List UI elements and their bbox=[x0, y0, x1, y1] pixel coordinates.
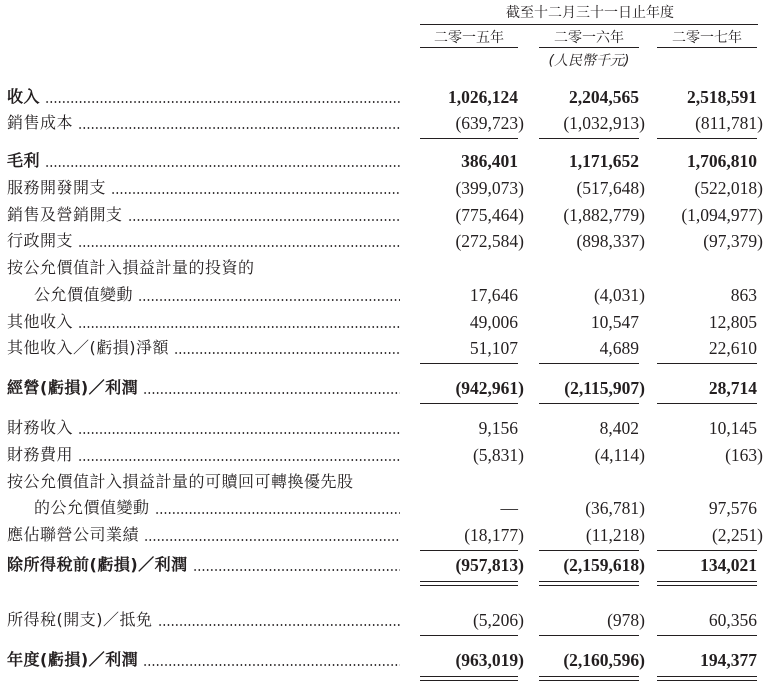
row-label: 經營(虧損)／利潤 bbox=[7, 378, 139, 397]
row-label: 公允價值變動 bbox=[34, 285, 134, 304]
table-row bbox=[0, 375, 765, 401]
year-2015: 二零一五年 bbox=[434, 30, 504, 46]
subtotal-rule bbox=[657, 635, 757, 636]
subtotal-rule bbox=[539, 363, 639, 364]
value-cell: 17,646 bbox=[469, 285, 518, 305]
subtotal-rule bbox=[539, 403, 639, 404]
row-label: 按公允價值計入損益計量的可贖回可轉換優先股 bbox=[7, 472, 354, 491]
dot-leader bbox=[193, 569, 400, 571]
total-double-rule bbox=[539, 676, 639, 681]
dot-leader bbox=[45, 101, 400, 103]
row-label: 其他收入 bbox=[7, 312, 74, 331]
total-double-rule bbox=[420, 676, 518, 681]
row-label: 銷售成本 bbox=[7, 113, 74, 132]
row-label: 毛利 bbox=[7, 151, 41, 170]
value-cell: (4,114) bbox=[594, 445, 645, 465]
subtotal-rule bbox=[420, 635, 518, 636]
total-double-rule bbox=[539, 581, 639, 586]
table-row bbox=[0, 202, 765, 228]
value-cell: 863 bbox=[730, 285, 757, 305]
value-cell: 49,006 bbox=[469, 312, 518, 332]
dot-leader bbox=[143, 664, 400, 666]
value-cell: 12,805 bbox=[708, 312, 757, 332]
table-row bbox=[0, 442, 765, 468]
value-cell: 8,402 bbox=[599, 418, 639, 438]
table-row bbox=[0, 522, 765, 548]
subtotal-rule bbox=[420, 363, 518, 364]
table-row bbox=[0, 495, 765, 521]
subtotal-rule bbox=[539, 138, 639, 139]
row-label: 的公允價值變動 bbox=[34, 498, 150, 517]
value-cell: 1,026,124 bbox=[448, 87, 518, 107]
table-row bbox=[0, 607, 765, 633]
table-row bbox=[0, 552, 765, 578]
value-cell: 2,518,591 bbox=[687, 87, 757, 107]
value-cell: (163) bbox=[725, 445, 763, 465]
value-cell: — bbox=[500, 498, 518, 518]
value-cell: (2,251) bbox=[711, 525, 763, 545]
subtotal-rule bbox=[539, 635, 639, 636]
year-2017: 二零一七年 bbox=[672, 30, 742, 46]
dot-leader bbox=[143, 392, 400, 394]
value-cell: (272,584) bbox=[455, 231, 524, 251]
value-cell: (811,781) bbox=[695, 113, 763, 133]
value-cell: (18,177) bbox=[464, 525, 524, 545]
value-cell: (36,781) bbox=[585, 498, 645, 518]
row-label: 所得稅(開支)／抵免 bbox=[7, 610, 153, 629]
value-cell: (5,831) bbox=[472, 445, 524, 465]
value-cell: 22,610 bbox=[708, 338, 757, 358]
value-cell: 386,401 bbox=[461, 151, 518, 171]
table-row bbox=[0, 84, 765, 110]
value-cell: (2,159,618) bbox=[563, 555, 645, 575]
dot-leader bbox=[111, 192, 400, 194]
subtotal-rule bbox=[657, 403, 757, 404]
dot-leader bbox=[174, 352, 400, 354]
value-cell: (978) bbox=[607, 610, 645, 630]
row-label: 行政開支 bbox=[7, 231, 74, 250]
dot-leader bbox=[78, 127, 400, 129]
subtotal-rule bbox=[657, 138, 757, 139]
value-cell: 10,145 bbox=[708, 418, 757, 438]
dot-leader bbox=[45, 165, 400, 167]
table-row bbox=[0, 148, 765, 174]
row-label: 銷售及營銷開支 bbox=[7, 205, 123, 224]
value-cell: 51,107 bbox=[469, 338, 518, 358]
year-rule-2017 bbox=[657, 47, 757, 48]
dot-leader bbox=[144, 539, 400, 541]
value-cell: 194,377 bbox=[700, 650, 757, 670]
table-row bbox=[0, 110, 765, 136]
value-cell: (957,813) bbox=[455, 555, 524, 575]
row-label: 財務收入 bbox=[7, 418, 74, 437]
year-rule-2015 bbox=[420, 47, 518, 48]
subtotal-rule bbox=[420, 550, 518, 551]
table-row bbox=[0, 175, 765, 201]
row-label: 其他收入／(虧損)淨額 bbox=[7, 338, 169, 357]
total-double-rule bbox=[657, 581, 757, 586]
value-cell: (775,464) bbox=[455, 205, 524, 225]
value-cell: (963,019) bbox=[455, 650, 524, 670]
table-row bbox=[0, 255, 765, 281]
subtotal-rule bbox=[539, 550, 639, 551]
row-label: 服務開發開支 bbox=[7, 178, 107, 197]
table-row bbox=[0, 282, 765, 308]
year-2016: 二零一六年 bbox=[554, 30, 624, 46]
dot-leader bbox=[78, 459, 400, 461]
total-double-rule bbox=[420, 581, 518, 586]
dot-leader bbox=[78, 432, 400, 434]
row-label: 應佔聯營公司業績 bbox=[7, 525, 140, 544]
value-cell: (1,032,913) bbox=[563, 113, 645, 133]
header-rule bbox=[420, 24, 758, 25]
value-cell: (1,094,977) bbox=[681, 205, 763, 225]
value-cell: (2,160,596) bbox=[563, 650, 645, 670]
value-cell: 134,021 bbox=[700, 555, 757, 575]
table-row bbox=[0, 647, 765, 673]
value-cell: (898,337) bbox=[576, 231, 645, 251]
table-row bbox=[0, 469, 765, 495]
row-label: 按公允價值計入損益計量的投資的 bbox=[7, 258, 255, 277]
value-cell: (1,882,779) bbox=[563, 205, 645, 225]
value-cell: (11,218) bbox=[585, 525, 645, 545]
value-cell: (399,073) bbox=[455, 178, 524, 198]
row-label: 收入 bbox=[7, 87, 41, 106]
subtotal-rule bbox=[657, 550, 757, 551]
value-cell: 2,204,565 bbox=[569, 87, 639, 107]
value-cell: (97,379) bbox=[703, 231, 763, 251]
row-label: 財務費用 bbox=[7, 445, 74, 464]
value-cell: 28,714 bbox=[708, 378, 757, 398]
row-label: 除所得稅前(虧損)／利潤 bbox=[7, 555, 188, 574]
period-heading: 截至十二月三十一日止年度 bbox=[506, 5, 674, 21]
subtotal-rule bbox=[657, 363, 757, 364]
dot-leader bbox=[78, 326, 400, 328]
unit-label: (人民幣千元) bbox=[548, 53, 630, 69]
dot-leader bbox=[78, 245, 400, 247]
dot-leader bbox=[155, 512, 400, 514]
value-cell: 1,706,810 bbox=[687, 151, 757, 171]
value-cell: 1,171,652 bbox=[569, 151, 639, 171]
year-rule-2016 bbox=[539, 47, 639, 48]
value-cell: 10,547 bbox=[590, 312, 639, 332]
total-double-rule bbox=[657, 676, 757, 681]
value-cell: (522,018) bbox=[694, 178, 763, 198]
dot-leader bbox=[128, 219, 400, 221]
value-cell: (2,115,907) bbox=[564, 378, 645, 398]
table-row bbox=[0, 309, 765, 335]
table-row bbox=[0, 335, 765, 361]
table-row bbox=[0, 415, 765, 441]
value-cell: 60,356 bbox=[708, 610, 757, 630]
subtotal-rule bbox=[420, 138, 518, 139]
value-cell: (942,961) bbox=[455, 378, 524, 398]
value-cell: 4,689 bbox=[599, 338, 639, 358]
table-row bbox=[0, 228, 765, 254]
value-cell: 9,156 bbox=[478, 418, 518, 438]
dot-leader bbox=[158, 624, 401, 626]
value-cell: (517,648) bbox=[576, 178, 645, 198]
subtotal-rule bbox=[420, 403, 518, 404]
value-cell: (4,031) bbox=[593, 285, 645, 305]
value-cell: (5,206) bbox=[472, 610, 524, 630]
dot-leader bbox=[138, 299, 400, 301]
value-cell: (639,723) bbox=[455, 113, 524, 133]
value-cell: 97,576 bbox=[708, 498, 757, 518]
row-label: 年度(虧損)／利潤 bbox=[7, 650, 139, 669]
